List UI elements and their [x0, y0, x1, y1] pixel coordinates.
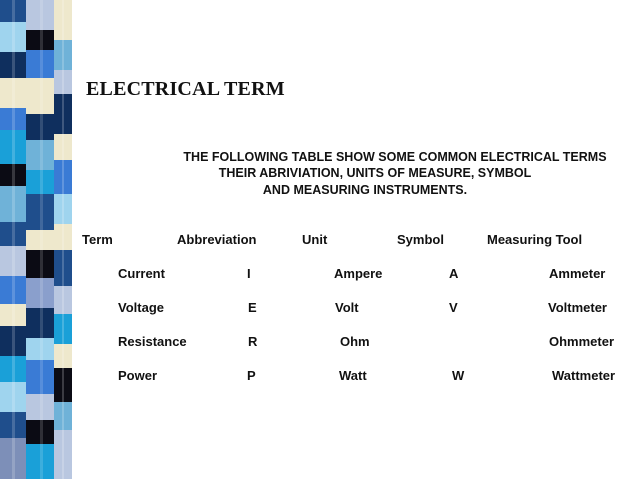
row-current-symbol: A: [449, 266, 459, 281]
intro-line-3: AND MEASURING INSTRUMENTS.: [262, 183, 468, 197]
row-power-symbol: W: [452, 368, 465, 383]
row-current-term: Current: [118, 266, 165, 281]
row-resistance-abbreviation: R: [248, 334, 258, 349]
row-voltage-unit: Volt: [335, 300, 359, 315]
header-measuring-tool: Measuring Tool: [487, 232, 583, 247]
row-voltage-tool: Voltmeter: [548, 300, 607, 315]
row-power-unit: Watt: [339, 368, 367, 383]
row-resistance-term: Resistance: [118, 334, 187, 349]
header-term: Term: [82, 232, 113, 247]
row-power-term: Power: [118, 368, 158, 383]
slide-title: ELECTRICAL TERM: [86, 78, 285, 100]
row-resistance-tool: Ohmmeter: [549, 334, 615, 349]
row-power-abbreviation: P: [247, 368, 256, 383]
header-unit: Unit: [302, 232, 328, 247]
stripe-pattern: [0, 0, 72, 479]
header-symbol: Symbol: [397, 232, 444, 247]
header-abbreviation: Abbreviation: [177, 232, 257, 247]
row-voltage-term: Voltage: [118, 300, 164, 315]
row-current-unit: Ampere: [334, 266, 383, 281]
intro-line-1: THE FOLLOWING TABLE SHOW SOME COMMON ELECTRICAL TERMS: [183, 150, 607, 164]
decorative-stripe-panel: [0, 0, 72, 479]
row-resistance-unit: Ohm: [340, 334, 370, 349]
row-voltage-symbol: V: [449, 300, 458, 315]
row-current-tool: Ammeter: [549, 266, 606, 281]
row-voltage-abbreviation: E: [248, 300, 257, 315]
row-power-tool: Wattmeter: [552, 368, 616, 383]
row-current-abbreviation: I: [247, 266, 251, 281]
intro-line-2: THEIR ABRIVIATION, UNITS OF MEASURE, SYMBOL: [218, 166, 532, 180]
